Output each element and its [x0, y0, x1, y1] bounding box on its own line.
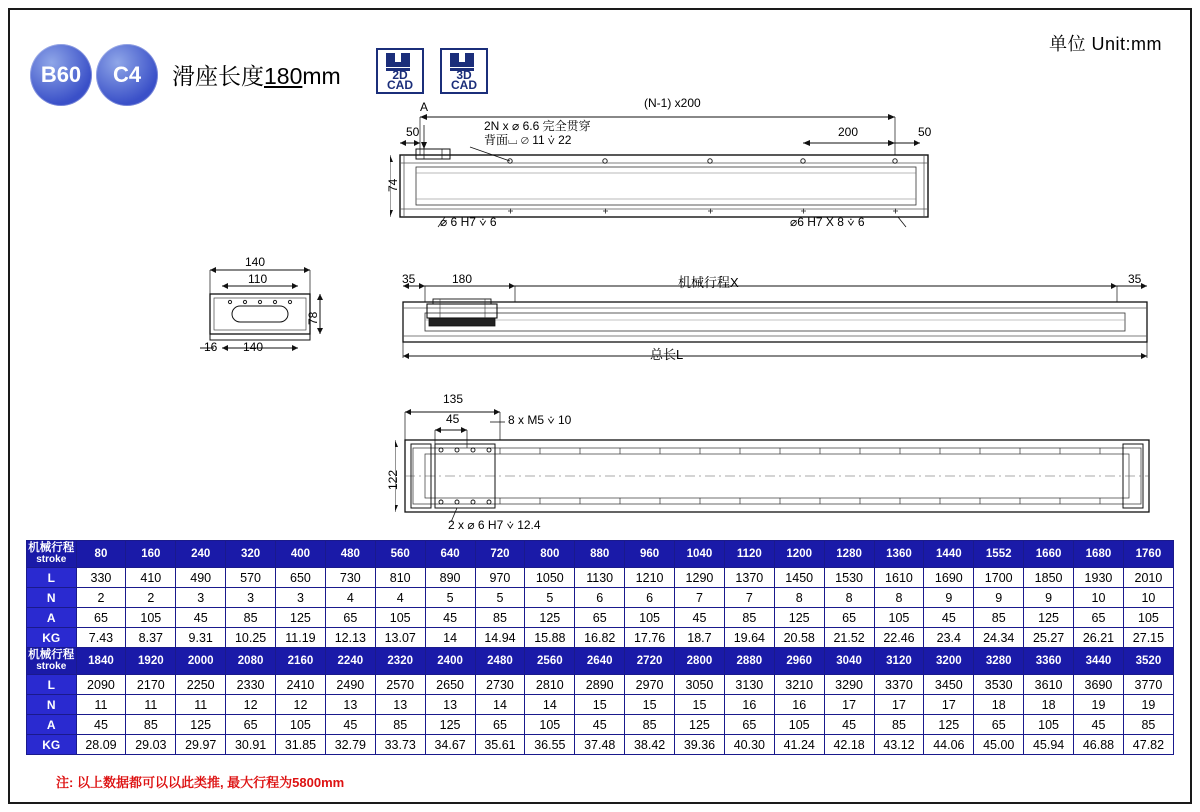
spec-table-row-label: KG	[27, 628, 77, 648]
spec-table-stroke-value: 2080	[226, 648, 276, 675]
dim-35-left: 35	[402, 272, 416, 286]
spec-table-cell: 2010	[1123, 568, 1173, 588]
spec-table-stroke-value: 320	[226, 541, 276, 568]
dim-n-1-x200: (N-1) x200	[644, 96, 701, 110]
spec-table-stroke-value: 480	[325, 541, 375, 568]
spec-table-stroke-value: 3520	[1123, 648, 1173, 675]
dim-45: 45	[446, 412, 460, 426]
spec-table-stroke-value: 1120	[724, 541, 774, 568]
spec-table-cell: 1610	[874, 568, 924, 588]
model-badge-b60-label: B60	[40, 62, 82, 87]
spec-table-stroke-value: 1680	[1074, 541, 1124, 568]
dim-135: 135	[443, 392, 464, 406]
spec-table-cell: 17	[824, 695, 874, 715]
spec-table-cell: 105	[874, 608, 924, 628]
spec-table-cell: 650	[276, 568, 326, 588]
spec-table-cell: 105	[375, 608, 425, 628]
spec-table-cell: 1690	[924, 568, 974, 588]
spec-table-cell: 3770	[1123, 675, 1173, 695]
spec-table-cell: 65	[325, 608, 375, 628]
spec-table-cell: 125	[276, 608, 326, 628]
spec-table-cell: 8	[824, 588, 874, 608]
spec-table-cell: 85	[126, 715, 176, 735]
spec-table-cell: 20.58	[774, 628, 824, 648]
spec-table-cell: 1930	[1074, 568, 1124, 588]
spec-table-cell: 105	[1123, 608, 1173, 628]
spec-table-cell: 1450	[774, 568, 824, 588]
cad-3d-line1: 3D	[456, 68, 472, 82]
spec-table-cell: 31.85	[276, 735, 326, 755]
spec-table-cell: 13	[375, 695, 425, 715]
table-row	[27, 588, 1174, 608]
spec-table-cell: 19	[1074, 695, 1124, 715]
spec-table-cell: 125	[924, 715, 974, 735]
stroke-header-cn: 机械行程	[28, 649, 75, 661]
model-badge-b60[interactable]	[30, 44, 92, 106]
spec-table-cell: 25.27	[1024, 628, 1074, 648]
spec-table-cell: 9	[1024, 588, 1074, 608]
spec-table-cell: 17	[874, 695, 924, 715]
page-title-suffix: mm	[302, 63, 341, 89]
thread-note: 8 x M5 ⩒ 10	[508, 413, 572, 427]
spec-table-cell: 36.55	[525, 735, 575, 755]
spec-table-cell: 410	[126, 568, 176, 588]
spec-table-cell: 85	[724, 608, 774, 628]
spec-table-cell: 27.15	[1123, 628, 1173, 648]
spec-table-cell: 2570	[375, 675, 425, 695]
spec-table-stroke-value: 80	[76, 541, 126, 568]
spec-table-cell: 85	[625, 715, 675, 735]
bottom-pin-note: 2 x ⌀ 6 H7 ⩒ 12.4	[448, 518, 541, 532]
spec-table-cell: 33.73	[375, 735, 425, 755]
spec-table-cell: 12.13	[325, 628, 375, 648]
spec-table-cell: 18	[1024, 695, 1074, 715]
pin-note-right: ⌀6 H7 X 8 ⩒ 6	[790, 215, 865, 229]
spec-table-stroke-value: 1920	[126, 648, 176, 675]
stroke-header-en: stroke	[36, 554, 67, 565]
spec-table-cell: 1850	[1024, 568, 1074, 588]
spec-table-stroke-value: 160	[126, 541, 176, 568]
dim-110: 110	[248, 272, 268, 286]
spec-table-cell: 39.36	[675, 735, 725, 755]
spec-table-cell: 4	[325, 588, 375, 608]
spec-table-cell: 17	[924, 695, 974, 715]
spec-table-cell: 11	[126, 695, 176, 715]
spec-table-stroke-value: 3200	[924, 648, 974, 675]
spec-table-cell: 3530	[974, 675, 1024, 695]
spec-table-cell: 2490	[325, 675, 375, 695]
spec-table-cell: 3690	[1074, 675, 1124, 695]
spec-table-stroke-value: 1760	[1123, 541, 1173, 568]
spec-table-cell: 34.67	[425, 735, 475, 755]
spec-table-stroke-value: 720	[475, 541, 525, 568]
spec-table-stroke-value: 880	[575, 541, 625, 568]
spec-table-row-label: L	[27, 568, 77, 588]
spec-table-cell: 105	[1024, 715, 1074, 735]
spec-table-cell: 14	[525, 695, 575, 715]
spec-table-cell: 45	[824, 715, 874, 735]
spec-table-cell: 5	[525, 588, 575, 608]
spec-table-cell: 1130	[575, 568, 625, 588]
spec-table-stroke-value: 1552	[974, 541, 1024, 568]
spec-table-cell: 16	[724, 695, 774, 715]
spec-table-stroke-value: 2480	[475, 648, 525, 675]
spec-table-row-label: KG	[27, 735, 77, 755]
spec-table-cell: 105	[525, 715, 575, 735]
spec-table-cell: 810	[375, 568, 425, 588]
spec-table-stroke-header	[27, 648, 77, 675]
dim-180: 180	[452, 272, 473, 286]
spec-table-cell: 37.48	[575, 735, 625, 755]
spec-table-cell: 2	[126, 588, 176, 608]
dim-50-right: 50	[918, 125, 932, 139]
spec-table-cell: 16	[774, 695, 824, 715]
spec-table-cell: 21.52	[824, 628, 874, 648]
spec-table-cell: 2410	[276, 675, 326, 695]
spec-table-cell: 14.94	[475, 628, 525, 648]
spec-table-cell: 13.07	[375, 628, 425, 648]
spec-table-cell: 2330	[226, 675, 276, 695]
spec-table-cell: 9	[924, 588, 974, 608]
spec-table-stroke-value: 1360	[874, 541, 924, 568]
spec-table-cell: 105	[774, 715, 824, 735]
spec-table-cell: 105	[126, 608, 176, 628]
spec-table-cell: 45	[675, 608, 725, 628]
spec-table-cell: 45	[924, 608, 974, 628]
spec-table-cell: 45	[575, 715, 625, 735]
spec-table-stroke-value: 3040	[824, 648, 874, 675]
spec-table-stroke-value: 1440	[924, 541, 974, 568]
spec-table-stroke-value: 3120	[874, 648, 924, 675]
spec-table-cell: 46.88	[1074, 735, 1124, 755]
spec-table-row-label: N	[27, 588, 77, 608]
spec-table-cell: 570	[226, 568, 276, 588]
spec-table-cell: 15.88	[525, 628, 575, 648]
spec-table-cell: 44.06	[924, 735, 974, 755]
dim-78: 78	[306, 311, 320, 325]
spec-table-cell: 45	[325, 715, 375, 735]
spec-table-cell: 85	[974, 608, 1024, 628]
spec-table-cell: 45.94	[1024, 735, 1074, 755]
spec-table-cell: 125	[425, 715, 475, 735]
spec-table-row-label: L	[27, 675, 77, 695]
spec-table-cell: 26.21	[1074, 628, 1124, 648]
dim-140-top: 140	[245, 255, 266, 269]
spec-table-cell: 65	[974, 715, 1024, 735]
table-row	[27, 568, 1174, 588]
spec-table-cell: 3	[276, 588, 326, 608]
dim-16: 16	[204, 340, 218, 354]
spec-table-cell: 19.64	[724, 628, 774, 648]
spec-table-cell: 2890	[575, 675, 625, 695]
spec-table-row-label: N	[27, 695, 77, 715]
spec-table-cell: 65	[1074, 608, 1124, 628]
spec-table-cell: 730	[325, 568, 375, 588]
spec-table-stroke-value: 400	[276, 541, 326, 568]
spec-table-stroke-value: 1280	[824, 541, 874, 568]
spec-table-cell: 18.7	[675, 628, 725, 648]
spec-table-cell: 3	[226, 588, 276, 608]
table-row	[27, 695, 1174, 715]
spec-table-cell: 15	[675, 695, 725, 715]
spec-table-stroke-value: 960	[625, 541, 675, 568]
spec-table-cell: 45	[1074, 715, 1124, 735]
table-row	[27, 735, 1174, 755]
spec-table-cell: 85	[475, 608, 525, 628]
spec-table-cell: 85	[226, 608, 276, 628]
spec-table-cell: 22.46	[874, 628, 924, 648]
hole-note-line1: 2N x ⌀ 6.6 完全贯穿	[484, 119, 591, 133]
spec-table-cell: 32.79	[325, 735, 375, 755]
pin-note-left: ⌀ 6 H7 ⩒ 6	[440, 215, 497, 229]
spec-table-cell: 9.31	[176, 628, 226, 648]
spec-table-cell: 12	[226, 695, 276, 715]
spec-table-cell: 14	[475, 695, 525, 715]
table-note: 注: 以上数据都可以以此类推, 最大行程为5800mm	[56, 775, 345, 790]
spec-table-cell: 16.82	[575, 628, 625, 648]
spec-table-cell: 29.97	[176, 735, 226, 755]
spec-table-cell: 11	[76, 695, 126, 715]
spec-table-cell: 85	[375, 715, 425, 735]
spec-table-cell: 3450	[924, 675, 974, 695]
spec-table-cell: 10	[1123, 588, 1173, 608]
cad-2d-line1: 2D	[392, 68, 408, 82]
dim-50-left: 50	[406, 125, 420, 139]
download-2d-cad-button[interactable]	[376, 48, 424, 94]
spec-table-cell: 7	[675, 588, 725, 608]
spec-table-cell: 4	[375, 588, 425, 608]
stroke-header-cn: 机械行程	[28, 542, 75, 554]
spec-table-cell: 35.61	[475, 735, 525, 755]
spec-table-cell: 7	[724, 588, 774, 608]
spec-table-cell: 6	[575, 588, 625, 608]
page-title	[172, 58, 341, 91]
hole-note-line2: 背面⌴ ⌀ 11 ⩒ 22	[484, 133, 572, 147]
spec-table-stroke-value: 1660	[1024, 541, 1074, 568]
spec-table-cell: 85	[874, 715, 924, 735]
spec-table-cell: 13	[325, 695, 375, 715]
spec-table-cell: 17.76	[625, 628, 675, 648]
spec-table-cell: 3050	[675, 675, 725, 695]
spec-table-cell: 3370	[874, 675, 924, 695]
spec-table-cell: 65	[575, 608, 625, 628]
spec-table-cell: 11.19	[276, 628, 326, 648]
spec-table-cell: 23.4	[924, 628, 974, 648]
spec-table-cell: 5	[425, 588, 475, 608]
cad-2d-line2: CAD	[387, 78, 413, 92]
spec-table-stroke-value: 640	[425, 541, 475, 568]
spec-table-stroke-value: 1200	[774, 541, 824, 568]
spec-table-cell: 6	[625, 588, 675, 608]
spec-table-header-row	[27, 541, 1174, 568]
spec-table-stroke-value: 2160	[276, 648, 326, 675]
section-marker-a: A	[420, 100, 429, 114]
spec-table-cell: 18	[974, 695, 1024, 715]
spec-table-header-row	[27, 648, 1174, 675]
spec-table-cell: 8.37	[126, 628, 176, 648]
spec-table-cell: 125	[1024, 608, 1074, 628]
spec-table-cell: 45	[176, 608, 226, 628]
spec-table-cell: 2	[76, 588, 126, 608]
spec-table-stroke-value: 2400	[425, 648, 475, 675]
spec-table-cell: 14	[425, 628, 475, 648]
spec-table-cell: 2730	[475, 675, 525, 695]
spec-table-cell: 10	[1074, 588, 1124, 608]
spec-table-cell: 15	[625, 695, 675, 715]
spec-table-cell: 3290	[824, 675, 874, 695]
spec-table	[26, 540, 1174, 755]
spec-table-cell: 1210	[625, 568, 675, 588]
dim-140-bottom: 140	[243, 340, 264, 354]
spec-table-cell: 105	[276, 715, 326, 735]
spec-table-cell: 43.12	[874, 735, 924, 755]
spec-table-cell: 30.91	[226, 735, 276, 755]
cad-3d-line2: CAD	[451, 78, 477, 92]
spec-table-cell: 19	[1123, 695, 1173, 715]
spec-table-cell: 45	[76, 715, 126, 735]
spec-table-cell: 38.42	[625, 735, 675, 755]
dim-35-right: 35	[1128, 272, 1142, 286]
spec-table-cell: 1530	[824, 568, 874, 588]
spec-table-cell: 125	[525, 608, 575, 628]
spec-table-cell: 3210	[774, 675, 824, 695]
spec-table-cell: 12	[276, 695, 326, 715]
spec-table-cell: 125	[675, 715, 725, 735]
spec-table-cell: 330	[76, 568, 126, 588]
table-row	[27, 675, 1174, 695]
spec-table-cell: 45.00	[974, 735, 1024, 755]
spec-table-cell: 3610	[1024, 675, 1074, 695]
spec-table-stroke-value: 3280	[974, 648, 1024, 675]
spec-table-cell: 65	[475, 715, 525, 735]
spec-table-body	[27, 541, 1174, 755]
spec-table-cell: 28.09	[76, 735, 126, 755]
spec-table-cell: 42.18	[824, 735, 874, 755]
total-length-label: 总长L	[650, 347, 684, 362]
spec-table-cell: 2810	[525, 675, 575, 695]
spec-table-cell: 970	[475, 568, 525, 588]
stroke-header-en: stroke	[36, 661, 67, 672]
spec-table-cell: 65	[226, 715, 276, 735]
spec-table-cell: 890	[425, 568, 475, 588]
dim-200: 200	[838, 125, 859, 139]
spec-table-stroke-value: 2560	[525, 648, 575, 675]
spec-table-row-label: A	[27, 608, 77, 628]
spec-table-cell: 3	[176, 588, 226, 608]
spec-table-cell: 10.25	[226, 628, 276, 648]
page-title-value: 180	[264, 63, 303, 89]
model-badge-c4-label: C4	[112, 62, 142, 87]
spec-table-cell: 2650	[425, 675, 475, 695]
model-badge-c4[interactable]	[96, 44, 158, 106]
spec-table-cell: 2970	[625, 675, 675, 695]
spec-table-cell: 2250	[176, 675, 226, 695]
spec-table-cell: 125	[774, 608, 824, 628]
page-title-prefix: 滑座长度	[172, 63, 264, 89]
download-3d-cad-button[interactable]	[440, 48, 488, 94]
spec-table-cell: 11	[176, 695, 226, 715]
table-row	[27, 628, 1174, 648]
table-row	[27, 715, 1174, 735]
spec-table-stroke-header	[27, 541, 77, 568]
spec-table-cell: 24.34	[974, 628, 1024, 648]
spec-table-stroke-value: 2240	[325, 648, 375, 675]
spec-table-cell: 125	[176, 715, 226, 735]
spec-table-row-label: A	[27, 715, 77, 735]
spec-table-stroke-value: 2640	[575, 648, 625, 675]
spec-table-stroke-value: 560	[375, 541, 425, 568]
unit-label: 单位 Unit:mm	[1049, 34, 1162, 54]
spec-table-stroke-value: 3360	[1024, 648, 1074, 675]
spec-table-stroke-value: 3440	[1074, 648, 1124, 675]
spec-table-cell: 5	[475, 588, 525, 608]
spec-table-cell: 1290	[675, 568, 725, 588]
spec-table-stroke-value: 1040	[675, 541, 725, 568]
spec-table-cell: 9	[974, 588, 1024, 608]
spec-table-cell: 65	[76, 608, 126, 628]
spec-table-cell: 13	[425, 695, 475, 715]
spec-table-cell: 47.82	[1123, 735, 1173, 755]
spec-table-cell: 29.03	[126, 735, 176, 755]
spec-table-stroke-value: 1840	[76, 648, 126, 675]
spec-table-cell: 1700	[974, 568, 1024, 588]
spec-table-stroke-value: 2720	[625, 648, 675, 675]
spec-table-cell: 1050	[525, 568, 575, 588]
spec-table-stroke-value: 2320	[375, 648, 425, 675]
spec-table-cell: 3130	[724, 675, 774, 695]
spec-table-stroke-value: 800	[525, 541, 575, 568]
spec-table-cell: 85	[1123, 715, 1173, 735]
spec-table-stroke-value: 2000	[176, 648, 226, 675]
dim-122: 122	[386, 469, 400, 490]
spec-table-cell: 65	[824, 608, 874, 628]
dim-74: 74	[386, 178, 400, 192]
spec-table-cell: 1370	[724, 568, 774, 588]
spec-table-cell: 105	[625, 608, 675, 628]
spec-table-stroke-value: 2800	[675, 648, 725, 675]
spec-table-cell: 2090	[76, 675, 126, 695]
table-row	[27, 608, 1174, 628]
spec-table-cell: 8	[874, 588, 924, 608]
spec-table-cell: 7.43	[76, 628, 126, 648]
spec-table-cell: 65	[724, 715, 774, 735]
spec-table-cell: 40.30	[724, 735, 774, 755]
spec-table-stroke-value: 240	[176, 541, 226, 568]
spec-table-cell: 490	[176, 568, 226, 588]
spec-table-cell: 2170	[126, 675, 176, 695]
spec-table-stroke-value: 2880	[724, 648, 774, 675]
spec-table-stroke-value: 2960	[774, 648, 824, 675]
spec-table-cell: 8	[774, 588, 824, 608]
stroke-label: 机械行程X	[678, 275, 739, 290]
spec-table-cell: 15	[575, 695, 625, 715]
spec-table-cell: 41.24	[774, 735, 824, 755]
spec-table-cell: 45	[425, 608, 475, 628]
